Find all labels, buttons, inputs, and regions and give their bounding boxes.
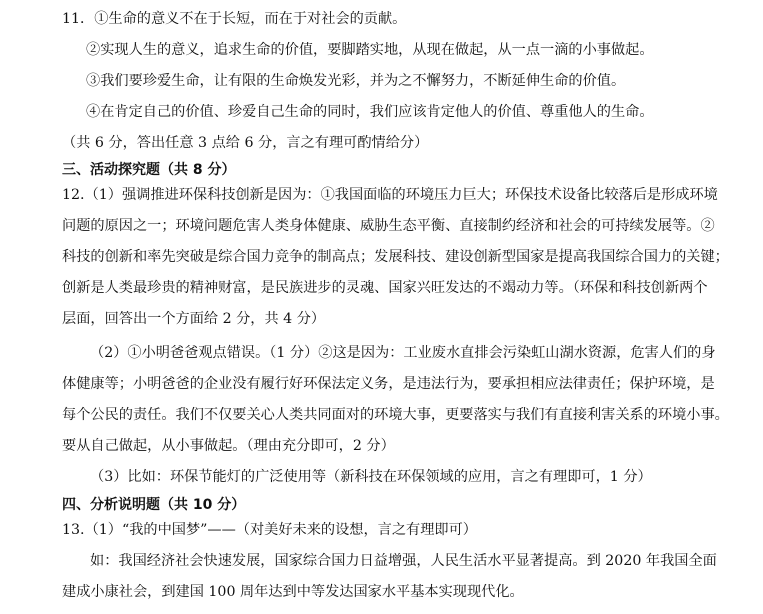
q12-part-2-line: 体健康等；小明爸爸的企业没有履行好环保法定义务，是违法行为，要承担相应法律责任；保护环境，是	[62, 376, 715, 392]
q12-part-2-line: 每个公民的责任。我们不仅要关心人类共同面对的环境大事，更要落实与我们有直接利害关系的环境小事。	[62, 407, 729, 423]
q13-example-line: 建成小康社会，到建国 100 周年达到中等发达国家水平基本实现现代化。	[62, 584, 524, 600]
q12-part-2-line: （2）①小明爸爸观点错误。（1 分）②这是因为：工业废水直排会污染虹山湖水资源，危害人们的身	[90, 345, 716, 361]
section-3-heading: 三、活动探究题（共 8 分）	[62, 162, 236, 178]
q11-point-3: ③我们要珍爱生命，让有限的生命焕发光彩，并为之不懈努力，不断延伸生命的价值。	[86, 73, 626, 89]
q11-point-1: 11．①生命的意义不在于长短，而在于对社会的贡献。	[62, 11, 407, 27]
q12-part-3: （3）比如：环保节能灯的广泛使用等（新科技在环保领域的应用，言之有理即可，1 分）	[90, 469, 652, 485]
q12-paragraph-line: 问题的原因之一；环境问题危害人类身体健康、威胁生态平衡、直接制约经济和社会的可持续发展等。②	[62, 218, 715, 234]
q13-part-1: 13.（1）“我的中国梦”——（对美好未来的设想，言之有理即可）	[62, 522, 477, 538]
section-4-heading: 四、分析说明题（共 10 分）	[62, 497, 246, 513]
q12-part-2-line: 要从自己做起，从小事做起。（理由充分即可，2 分）	[62, 438, 395, 454]
q12-paragraph-line: 科技的创新和率先突破是综合国力竞争的制高点；发展科技、建设创新型国家是提高我国综合国力的关键；	[62, 249, 729, 265]
q12-paragraph-line: 12.（1）强调推进环保科技创新是因为：①我国面临的环境压力巨大；环保技术设备比较落后是形成环境	[62, 187, 718, 203]
q11-point-2: ②实现人生的意义，追求生命的价值，要脚踏实地，从现在做起，从一点一滴的小事做起。	[86, 42, 654, 58]
q12-paragraph-line: 层面，回答出一个方面给 2 分，共 4 分）	[62, 311, 326, 327]
q12-paragraph-line: 创新是人类最珍贵的精神财富，是民族进步的灵魂、国家兴旺发达的不竭动力等。（环保和科技创新两个	[62, 280, 708, 296]
q11-point-4: ④在肯定自己的价值、珍爱自己生命的同时，我们应该肯定他人的价值、尊重他人的生命。	[86, 104, 654, 120]
q11-scoring-note: （共 6 分，答出任意 3 点给 6 分，言之有理可酌情给分）	[62, 135, 429, 151]
q13-example-line: 如：我国经济社会快速发展，国家综合国力日益增强，人民生活水平显著提高。到 2020 年我国全面	[90, 553, 717, 569]
